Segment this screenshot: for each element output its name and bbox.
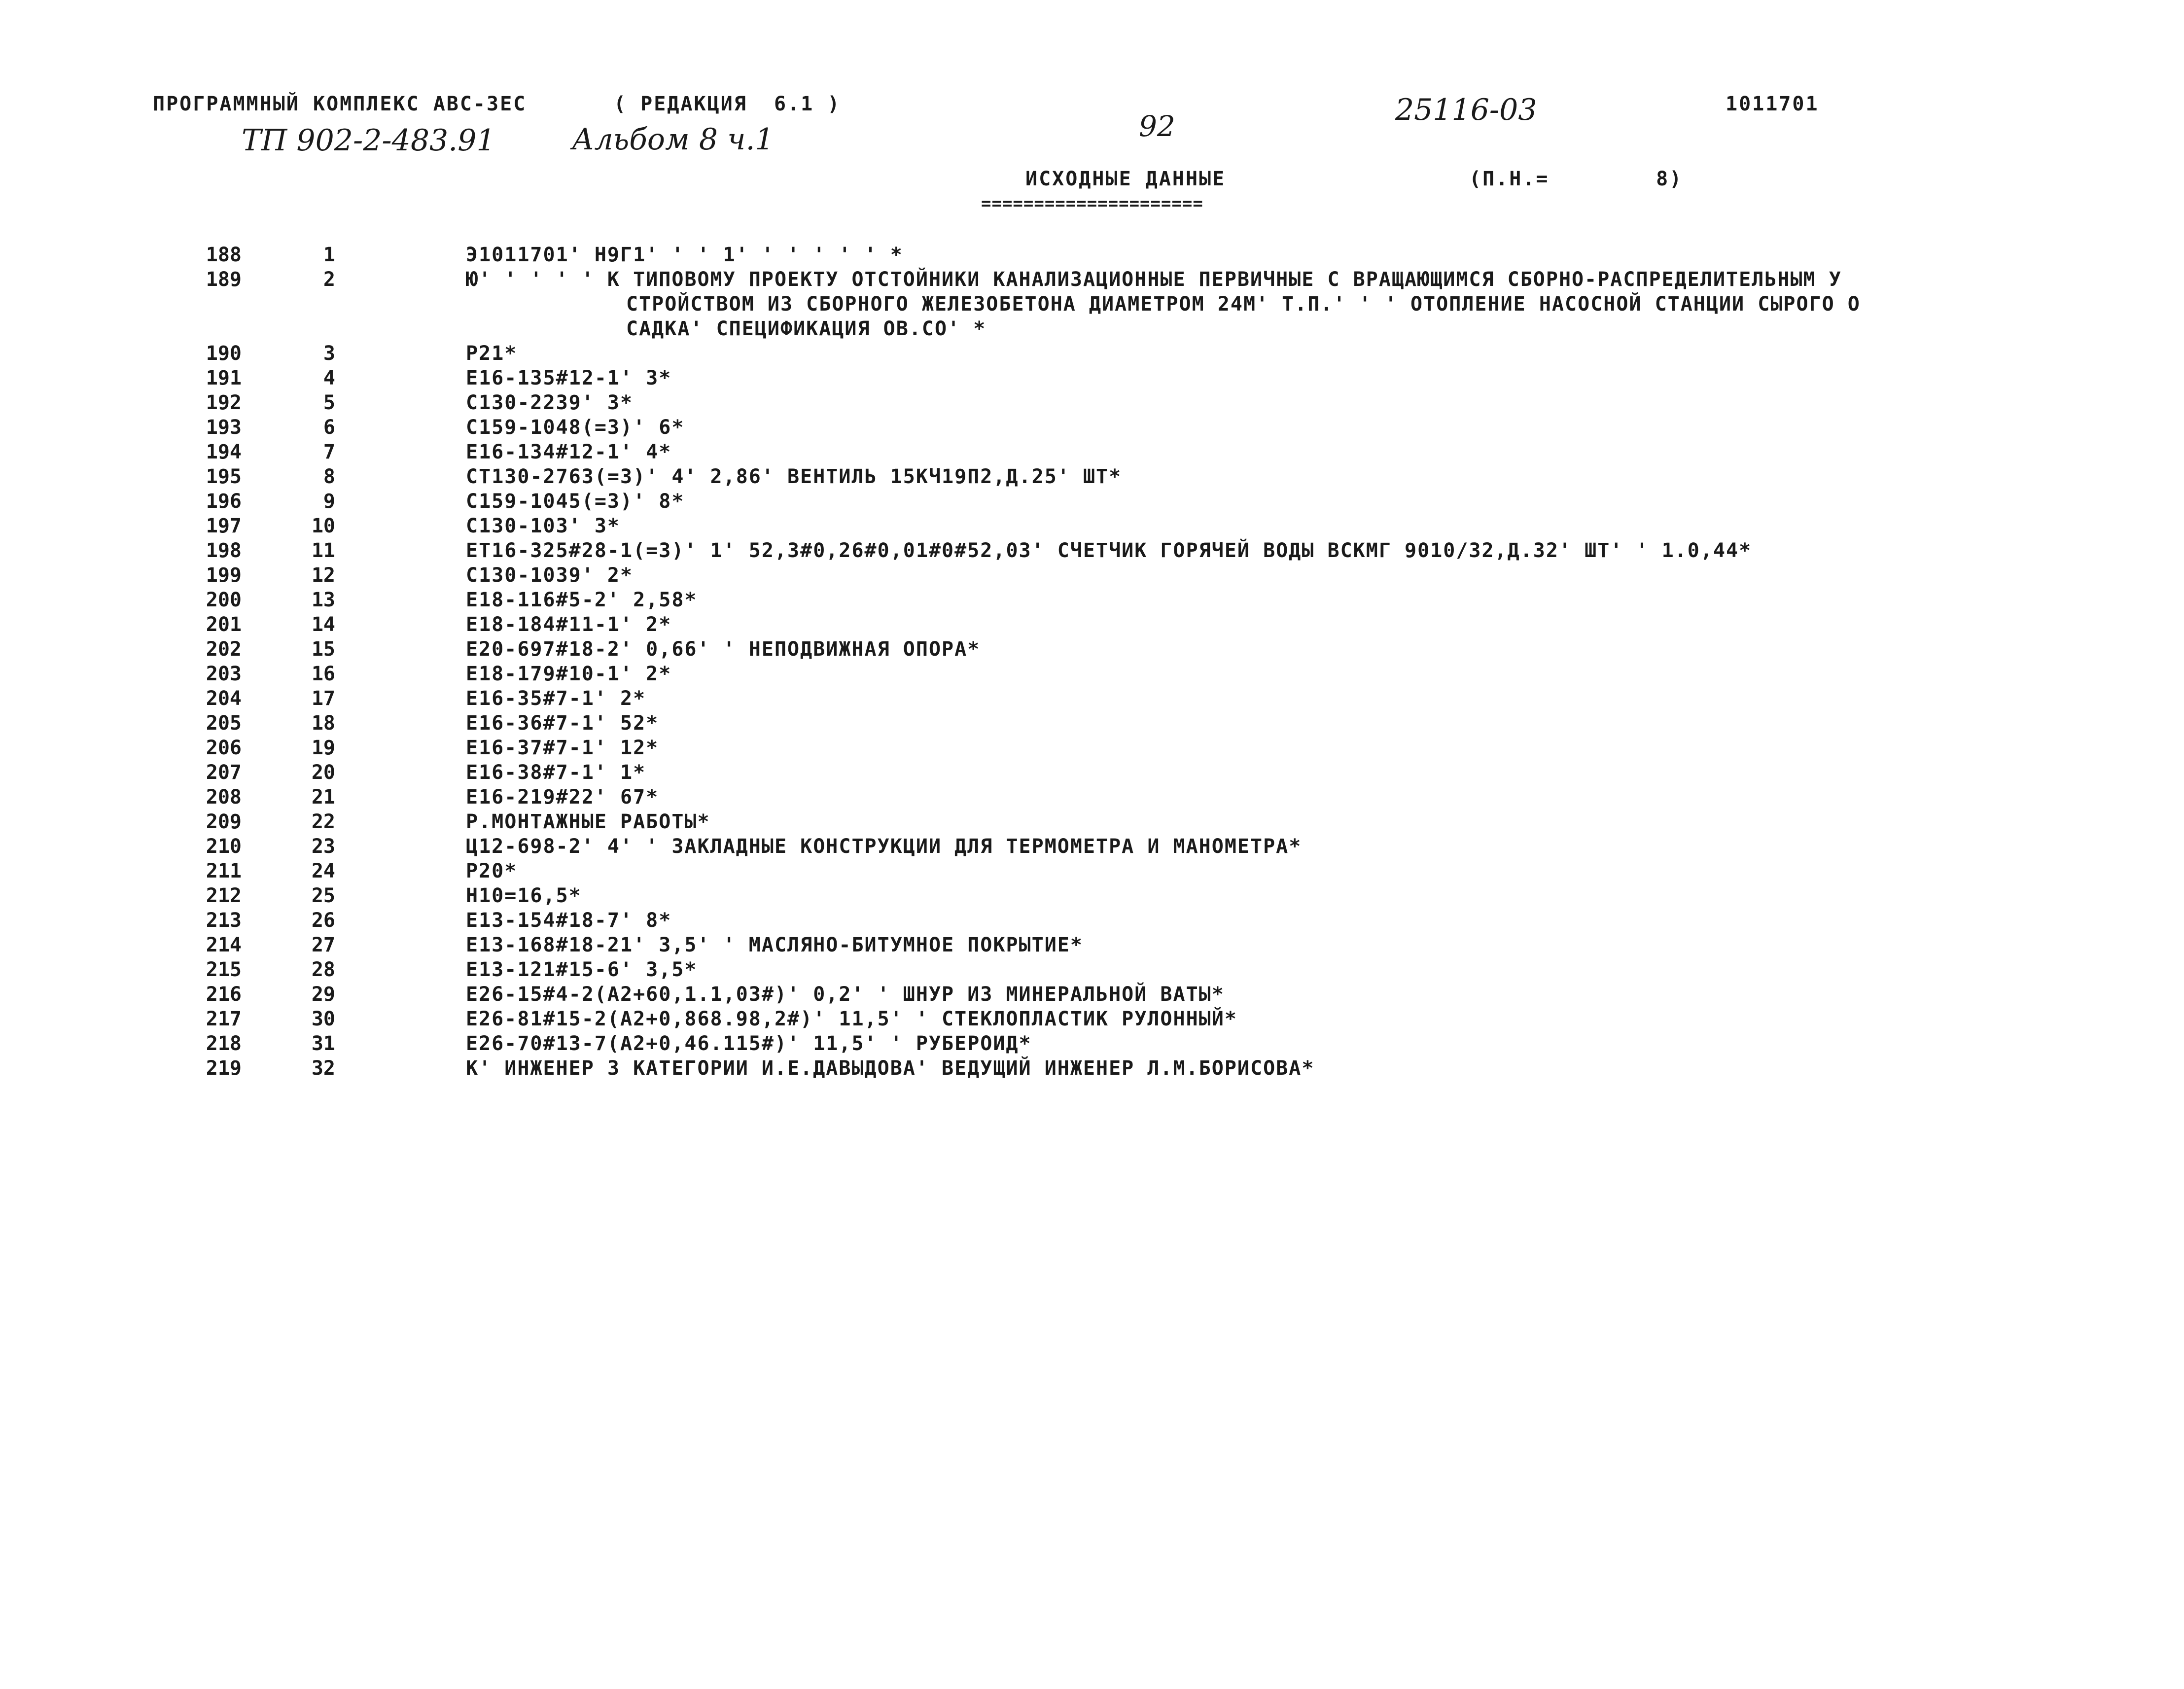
line-number: 197 — [206, 515, 242, 537]
line-number: 191 — [206, 367, 242, 389]
listing-line — [187, 785, 2110, 809]
line-number: 217 — [206, 1008, 242, 1030]
document-number: 1011701 — [1726, 93, 1819, 115]
continuation-text: СТРОЙСТВОМ ИЗ СБОРНОГО ЖЕЛЕЗОБЕТОНА ДИАМЕТРОМ 24М' Т.П.' ' ' ОТОПЛЕНИЕ НАСОСНОЙ СТАНЦИИ СЫРОГО О — [626, 293, 1861, 316]
line-number: 198 — [206, 539, 242, 562]
listing-line — [187, 736, 2110, 760]
sequence-number: 24 — [311, 860, 335, 882]
listing-line — [187, 1031, 2110, 1056]
sequence-number: 18 — [311, 712, 335, 735]
listing-line — [187, 760, 2110, 785]
sequence-number: 26 — [311, 909, 335, 932]
sequence-number: 2 — [323, 268, 335, 291]
line-text: Ю' ' ' ' ' К ТИПОВОМУ ПРОЕКТУ ОТСТОЙНИКИ КАНАЛИЗАЦИОННЫЕ ПЕРВИЧНЫЕ С ВРАЩАЮЩИМСЯ СБОРНО-РАСПРЕДЕЛИТЕЛЬНЫМ У — [466, 268, 1842, 291]
sequence-number: 13 — [311, 589, 335, 611]
sequence-number: 14 — [311, 613, 335, 636]
sequence-number: 23 — [311, 835, 335, 858]
sequence-number: 16 — [311, 663, 335, 685]
listing-line — [187, 440, 2110, 464]
page-title: ИСХОДНЫЕ ДАННЫЕ — [1025, 168, 1226, 190]
listing-line — [187, 588, 2110, 612]
listing-line — [187, 957, 2110, 982]
line-text: СТ130-2763(=3)' 4' 2,86' ВЕНТИЛЬ 15КЧ19П2,Д.25' ШТ* — [466, 465, 1122, 488]
line-text: Е16-135#12-1' 3* — [466, 367, 672, 389]
line-text: Э1011701' Н9Г1' ' ' 1' ' ' ' ' ' * — [466, 244, 903, 266]
line-number: 213 — [206, 909, 242, 932]
sequence-number: 28 — [311, 958, 335, 981]
line-number: 188 — [206, 244, 242, 266]
listing-line — [187, 809, 2110, 834]
line-number: 192 — [206, 391, 242, 414]
program-edition: ( РЕДАКЦИЯ 6.1 ) — [614, 93, 841, 115]
listing-line — [187, 341, 2110, 366]
listing-line — [187, 933, 2110, 957]
program-name: ПРОГРАММНЫЙ КОМПЛЕКС АВС-3ЕС — [153, 93, 527, 115]
sequence-number: 32 — [311, 1057, 335, 1080]
listing-line — [187, 514, 2110, 538]
line-text: С159-1048(=3)' 6* — [466, 416, 685, 439]
listing-line — [187, 883, 2110, 908]
title-underline: ===================== — [981, 194, 1203, 213]
line-number: 214 — [206, 934, 242, 956]
listing-line — [187, 464, 2110, 489]
line-number: 208 — [206, 786, 242, 809]
line-number: 195 — [206, 465, 242, 488]
sequence-number: 10 — [311, 515, 335, 537]
line-text: С130-1039' 2* — [466, 564, 634, 587]
line-number: 203 — [206, 663, 242, 685]
line-text: Е18-179#10-1' 2* — [466, 663, 672, 685]
line-text: Р21* — [466, 342, 518, 365]
line-number: 216 — [206, 983, 242, 1006]
line-number: 200 — [206, 589, 242, 611]
line-number: 189 — [206, 268, 242, 291]
sequence-number: 1 — [323, 244, 335, 266]
line-text: Е13-154#18-7' 8* — [466, 909, 672, 932]
handwritten-album: Альбом 8 ч.1 — [572, 122, 774, 157]
line-text: Р20* — [466, 860, 518, 882]
listing-line — [187, 489, 2110, 514]
sequence-number: 30 — [311, 1008, 335, 1030]
line-text: С159-1045(=3)' 8* — [466, 490, 685, 513]
sequence-number: 5 — [323, 391, 335, 414]
listing-line — [187, 415, 2110, 440]
line-number: 196 — [206, 490, 242, 513]
line-number: 210 — [206, 835, 242, 858]
listing-line — [187, 834, 2110, 859]
line-text: ЕТ16-325#28-1(=3)' 1' 52,3#0,26#0,01#0#52,03' СЧЕТЧИК ГОРЯЧЕЙ ВОДЫ ВСКМГ 9010/32,Д.32' ШТ' ' 1.0,44* — [466, 539, 1752, 562]
listing-line — [187, 908, 2110, 933]
listing-line — [187, 686, 2110, 711]
sequence-number: 25 — [311, 884, 335, 907]
line-number: 193 — [206, 416, 242, 439]
line-text: Е26-15#4-2(А2+60,1.1,03#)' 0,2' ' ШНУР ИЗ МИНЕРАЛЬНОЙ ВАТЫ* — [466, 983, 1225, 1006]
handwritten-project-number: ТП 902-2-483.91 — [242, 123, 495, 158]
line-text: С130-103' 3* — [466, 515, 620, 537]
sequence-number: 15 — [311, 638, 335, 661]
line-text: Е18-116#5-2' 2,58* — [466, 589, 698, 611]
line-text: Е26-81#15-2(А2+0,868.98,2#)' 11,5' ' СТЕКЛОПЛАСТИК РУЛОННЫЙ* — [466, 1008, 1237, 1030]
listing-continuation-line — [187, 292, 2110, 317]
listing-line — [187, 1007, 2110, 1031]
line-number: 199 — [206, 564, 242, 587]
line-number: 206 — [206, 737, 242, 759]
sequence-number: 4 — [323, 367, 335, 389]
listing-line — [187, 1056, 2110, 1081]
line-text: Е16-38#7-1' 1* — [466, 761, 646, 784]
line-number: 211 — [206, 860, 242, 882]
page-parameter: (П.Н.= 8) — [1469, 168, 1683, 190]
sequence-number: 21 — [311, 786, 335, 809]
handwritten-page-number: 92 — [1139, 109, 1175, 143]
line-number: 205 — [206, 712, 242, 735]
line-number: 204 — [206, 687, 242, 710]
line-text: Е16-36#7-1' 52* — [466, 712, 659, 735]
line-text: Е26-70#13-7(А2+0,46.115#)' 11,5' ' РУБЕРОИД* — [466, 1032, 1032, 1055]
line-number: 215 — [206, 958, 242, 981]
handwritten-code: 25116-03 — [1395, 93, 1537, 127]
sequence-number: 6 — [323, 416, 335, 439]
line-text: Е16-35#7-1' 2* — [466, 687, 646, 710]
listing-line — [187, 390, 2110, 415]
line-number: 194 — [206, 441, 242, 463]
line-number: 207 — [206, 761, 242, 784]
line-text: Е13-121#15-6' 3,5* — [466, 958, 698, 981]
sequence-number: 7 — [323, 441, 335, 463]
listing-line — [187, 662, 2110, 686]
line-number: 201 — [206, 613, 242, 636]
sequence-number: 29 — [311, 983, 335, 1006]
line-number: 190 — [206, 342, 242, 365]
sequence-number: 12 — [311, 564, 335, 587]
line-text: Н10=16,5* — [466, 884, 582, 907]
line-text: Е16-134#12-1' 4* — [466, 441, 672, 463]
listing-continuation-line — [187, 317, 2110, 341]
line-number: 209 — [206, 810, 242, 833]
listing-line — [187, 637, 2110, 662]
sequence-number: 9 — [323, 490, 335, 513]
listing-line — [187, 711, 2110, 736]
line-number: 202 — [206, 638, 242, 661]
line-number: 212 — [206, 884, 242, 907]
line-text: С130-2239' 3* — [466, 391, 634, 414]
listing-line — [187, 538, 2110, 563]
line-text: Р.МОНТАЖНЫЕ РАБОТЫ* — [466, 810, 710, 833]
listing-line — [187, 267, 2110, 292]
sequence-number: 17 — [311, 687, 335, 710]
sequence-number: 27 — [311, 934, 335, 956]
sequence-number: 31 — [311, 1032, 335, 1055]
listing-line — [187, 366, 2110, 390]
sequence-number: 11 — [311, 539, 335, 562]
line-text: Е18-184#11-1' 2* — [466, 613, 672, 636]
line-text: Е20-697#18-2' 0,66' ' НЕПОДВИЖНАЯ ОПОРА* — [466, 638, 981, 661]
line-number: 218 — [206, 1032, 242, 1055]
listing-line — [187, 563, 2110, 588]
listing-line — [187, 243, 2110, 267]
continuation-text: САДКА' СПЕЦИФИКАЦИЯ ОВ.СО' * — [626, 317, 986, 340]
line-number: 219 — [206, 1057, 242, 1080]
listing-line — [187, 859, 2110, 883]
line-text: Ц12-698-2' 4' ' ЗАКЛАДНЫЕ КОНСТРУКЦИИ ДЛЯ ТЕРМОМЕТРА И МАНОМЕТРА* — [466, 835, 1302, 858]
listing-line — [187, 612, 2110, 637]
line-text: К' ИНЖЕНЕР 3 КАТЕГОРИИ И.Е.ДАВЫДОВА' ВЕДУЩИЙ ИНЖЕНЕР Л.М.БОРИСОВА* — [466, 1057, 1315, 1080]
line-text: Е16-37#7-1' 12* — [466, 737, 659, 759]
line-text: Е16-219#22' 67* — [466, 786, 659, 809]
listing-line — [187, 982, 2110, 1007]
source-listing — [187, 243, 2110, 1081]
sequence-number: 19 — [311, 737, 335, 759]
sequence-number: 22 — [311, 810, 335, 833]
sequence-number: 8 — [323, 465, 335, 488]
sequence-number: 3 — [323, 342, 335, 365]
sequence-number: 20 — [311, 761, 335, 784]
line-text: Е13-168#18-21' 3,5' ' МАСЛЯНО-БИТУМНОЕ ПОКРЫТИЕ* — [466, 934, 1083, 956]
